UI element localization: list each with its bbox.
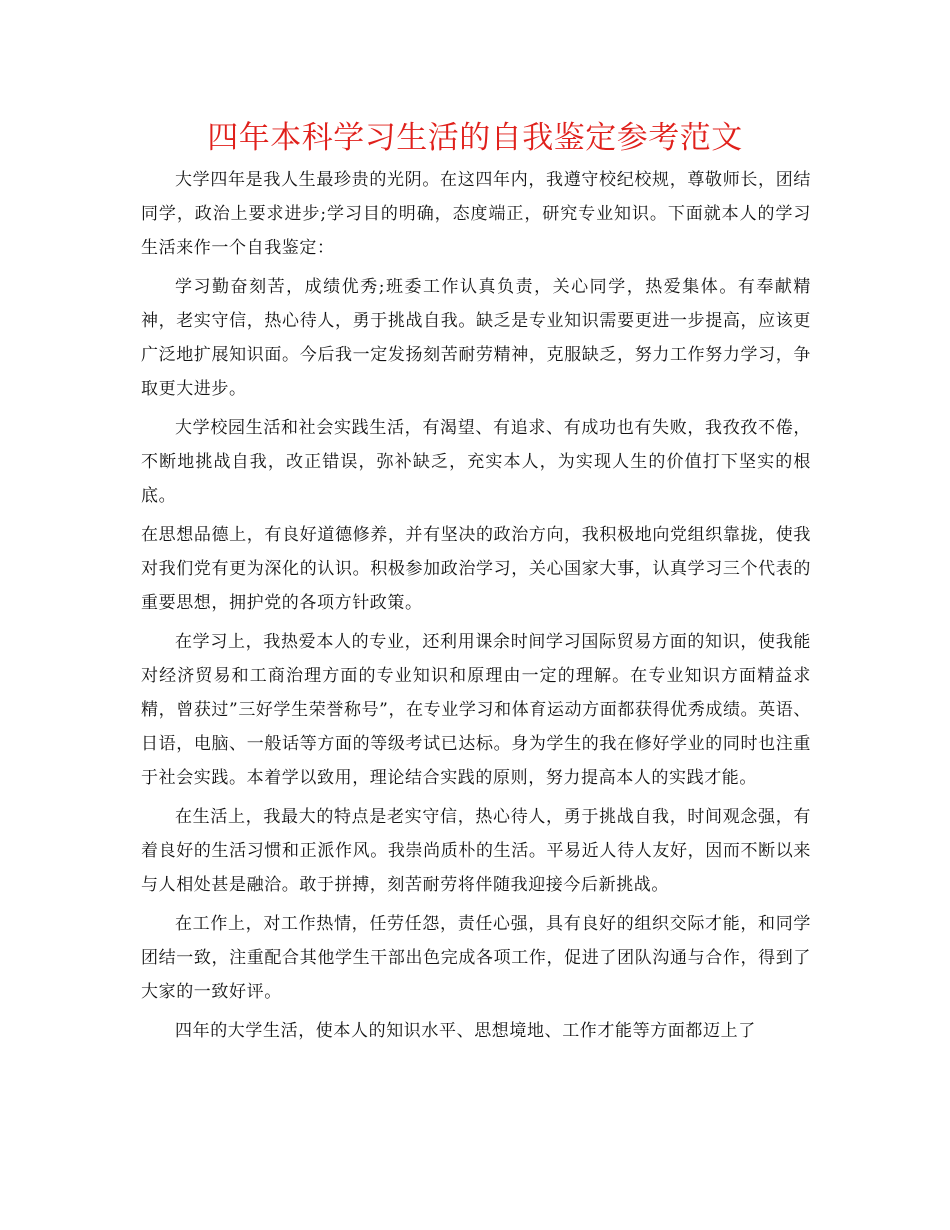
paragraph-study-summary: 学习勤奋刻苦，成绩优秀;班委工作认真负责，关心同学，热爱集体。有奉献精神，老实守信，热心待人，勇于挑战自我。缺乏是专业知识需要更进一步提高，应该更广泛地扩展知识面。今后我一定发扬刻苦耐劳精神，克服缺乏，努力工作努力学习，争取更大进步。 bbox=[141, 277, 811, 399]
paragraph-conclusion: 四年的大学生活，使本人的知识水平、思想境地、工作才能等方面都迈上了 bbox=[175, 1021, 756, 1041]
paragraph-daily-life: 在生活上，我最大的特点是老实守信，热心待人，勇于挑战自我，时间观念强，有着良好的生活习惯和正派作风。我崇尚质朴的生活。平易近人待人友好，因而不断以来与人相处甚是融洽。敢于拼搏，刻苦耐劳将伴随我迎接今后新挑战。 bbox=[141, 807, 811, 895]
paragraph-moral-character: 在思想品德上，有良好道德修养，并有坚决的政治方向，我积极地向党组织靠拢，使我对我们党有更为深化的认识。积极参加政治学习，关心国家大事，认真学习三个代表的重要思想，拥护党的各项方针政策。 bbox=[141, 525, 811, 613]
document-title: 四年本科学习生活的自我鉴定参考范文 bbox=[207, 120, 743, 156]
paragraph-academics: 在学习上，我热爱本人的专业，还利用课余时间学习国际贸易方面的知识，使我能对经济贸易和工商治理方面的专业知识和原理由一定的理解。在专业知识方面精益求精，曾获过”三好学生荣誉称号”，在专业学习和体育运动方面都获得优秀成绩。英语、日语，电脑、一般话等方面的等级考试已达标。身为学生的我在修好学业的同时也注重于社会实践。本着学以致用，理论结合实践的原则，努力提高本人的实践才能。 bbox=[141, 632, 811, 788]
document-body bbox=[141, 163, 811, 1053]
paragraph-campus-life: 大学校园生活和社会实践生活，有渴望、有追求、有成功也有失败，我孜孜不倦，不断地挑战自我，改正错误，弥补缺乏，充实本人，为实现人生的价值打下坚实的根底。 bbox=[141, 418, 811, 506]
paragraph-work: 在工作上，对工作热情，任劳任怨，责任心强，具有良好的组织交际才能，和同学团结一致，注重配合其他学生干部出色完成各项工作，促进了团队沟通与合作，得到了大家的一致好评。 bbox=[141, 914, 811, 1002]
paragraph-intro: 大学四年是我人生最珍贵的光阴。在这四年内，我遵守校纪校规，尊敬师长，团结同学，政治上要求进步;学习目的明确，态度端正，研究专业知识。下面就本人的学习生活来作一个自我鉴定： bbox=[141, 170, 811, 258]
